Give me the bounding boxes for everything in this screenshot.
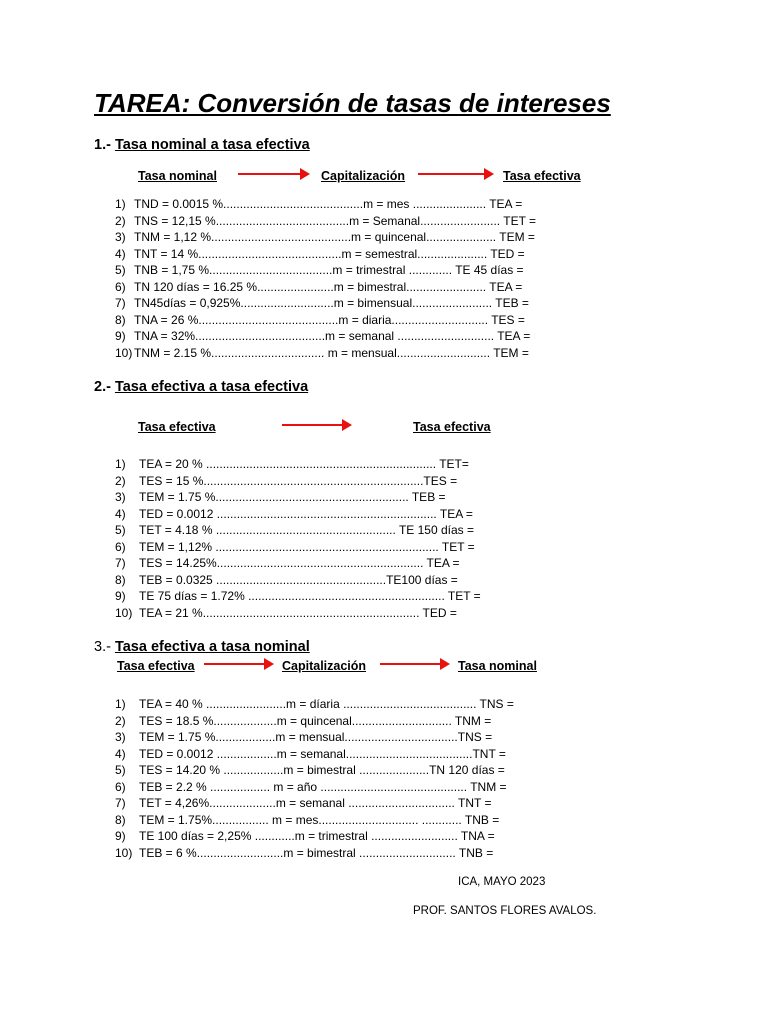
section-1-exercise-list xyxy=(0,196,768,361)
section-1-title: Tasa nominal a tasa efectiva xyxy=(114,137,310,153)
section-3-number: 3.- xyxy=(94,639,115,655)
item-text: TE 75 días = 1.72% ........................................................... TET = xyxy=(139,589,481,603)
arrow-right-icon xyxy=(380,663,442,665)
item-number: 4) xyxy=(115,246,126,261)
section-3-flow xyxy=(0,659,768,679)
footer-author: PROF. SANTOS FLORES AVALOS. xyxy=(413,905,597,917)
list-item xyxy=(0,762,768,779)
section-1-heading xyxy=(94,137,310,153)
list-item xyxy=(0,572,768,589)
section-2-flow xyxy=(0,420,768,440)
item-number: 5) xyxy=(115,523,126,537)
item-text: TNS = 12,15 %........................................m = Semanal........................ TET = xyxy=(134,213,537,228)
item-number: 9) xyxy=(115,829,126,843)
item-text: TNT = 14 %...........................................m = semestral..................... TED = xyxy=(134,246,525,261)
flow-label-tasa-efectiva-origen: Tasa efectiva xyxy=(138,420,216,434)
flow-label-capitalizacion: Capitalización xyxy=(282,659,367,673)
item-text: TEB = 6 %..........................m = bimestral ............................. TNB = xyxy=(139,845,494,860)
item-text: TN 120 días = 16.25 %.......................m = bimestral........................ TEA = xyxy=(134,279,523,294)
section-3-title: Tasa efectiva a tasa nominal xyxy=(114,639,310,655)
list-item xyxy=(0,746,768,763)
item-number: 4) xyxy=(115,506,126,521)
item-text: TEM = 1,12% ................................................................... TET = xyxy=(139,539,475,554)
section-2-number: 2.- xyxy=(94,379,115,395)
list-item xyxy=(0,845,768,862)
flow-label-capitalizacion: Capitalización xyxy=(321,169,406,183)
list-item xyxy=(0,473,768,490)
section-3-exercise-list xyxy=(0,696,768,861)
list-item xyxy=(0,229,768,246)
item-text: TEA = 21 %................................................................. TED = xyxy=(139,605,457,620)
flow-label-tasa-nominal: Tasa nominal xyxy=(458,659,537,673)
item-text: TNM = 1,12 %..........................................m = quincenal..................... TEM = xyxy=(134,230,535,244)
list-item xyxy=(0,812,768,829)
item-number: 3) xyxy=(115,730,126,744)
list-item xyxy=(0,555,768,572)
item-number: 2) xyxy=(115,213,126,228)
item-text: TEA = 20 % ..................................................................... TET= xyxy=(139,457,469,471)
section-2-exercise-list xyxy=(0,456,768,621)
list-item xyxy=(0,779,768,796)
item-number: 8) xyxy=(115,812,126,827)
item-number: 5) xyxy=(115,763,126,777)
item-number: 9) xyxy=(115,329,126,343)
list-item xyxy=(0,795,768,812)
item-text: TES = 14.25%.............................................................. TEA = xyxy=(139,556,460,570)
item-text: TEA = 40 % ........................m = díaria ........................................ TNS = xyxy=(139,697,514,711)
section-1-flow xyxy=(0,169,768,189)
item-text: TES = 15 %..................................................................TES = xyxy=(139,473,458,488)
item-number: 2) xyxy=(115,473,126,488)
flow-label-tasa-efectiva: Tasa efectiva xyxy=(117,659,195,673)
item-text: TNA = 26 %..........................................m = diaria............................. TES = xyxy=(134,312,525,327)
section-2-heading xyxy=(94,379,308,395)
flow-label-tasa-efectiva-destino: Tasa efectiva xyxy=(413,420,491,434)
item-text: TEM = 1.75%................. m = mes.............................. ............ TNB = xyxy=(139,812,500,827)
list-item xyxy=(0,506,768,523)
item-number: 4) xyxy=(115,746,126,761)
item-number: 10) xyxy=(115,845,133,860)
item-text: TED = 0.0012 ..................m = semanal......................................TNT = xyxy=(139,746,506,761)
list-item xyxy=(0,345,768,362)
item-text: TN45días = 0,925%............................m = bimensual........................ TEB = xyxy=(134,296,529,310)
item-number: 7) xyxy=(115,556,126,570)
document-title: TAREA: Conversión de tasas de intereses xyxy=(94,88,611,118)
list-item xyxy=(0,696,768,713)
item-text: TNB = 1,75 %.....................................m = trimestral ............. TE 45 días = xyxy=(134,263,524,277)
item-number: 3) xyxy=(115,230,126,244)
item-number: 6) xyxy=(115,539,126,554)
item-text: TET = 4.18 % ...................................................... TE 150 días = xyxy=(139,523,475,537)
item-number: 7) xyxy=(115,296,126,310)
item-number: 10) xyxy=(115,345,133,360)
flow-label-tasa-efectiva: Tasa efectiva xyxy=(503,169,581,183)
flow-label-tasa-nominal: Tasa nominal xyxy=(138,169,217,183)
footer-place-date: ICA, MAYO 2023 xyxy=(458,876,546,888)
item-number: 7) xyxy=(115,796,126,810)
item-text: TE 100 días = 2,25% ............m = trimestral .......................... TNA = xyxy=(139,829,495,843)
list-item xyxy=(0,522,768,539)
item-number: 8) xyxy=(115,312,126,327)
item-text: TNM = 2.15 %.................................. m = mensual............................ TEM = xyxy=(134,345,529,360)
item-text: TEB = 0.0325 ...................................................TE100 días = xyxy=(139,572,458,587)
list-item xyxy=(0,196,768,213)
item-text: TNA = 32%.......................................m = semanal ............................. TEA = xyxy=(134,329,531,343)
item-number: 6) xyxy=(115,279,126,294)
arrow-right-icon xyxy=(418,173,486,175)
list-item xyxy=(0,312,768,329)
item-number: 8) xyxy=(115,572,126,587)
item-number: 3) xyxy=(115,490,126,504)
list-item xyxy=(0,828,768,845)
item-text: TEM = 1.75 %.......................................................... TEB = xyxy=(139,490,446,504)
list-item xyxy=(0,295,768,312)
arrow-right-icon xyxy=(238,173,302,175)
arrow-right-icon xyxy=(204,663,266,665)
item-number: 1) xyxy=(115,197,126,211)
list-item xyxy=(0,456,768,473)
item-text: TET = 4,26%....................m = semanal ................................ TNT = xyxy=(139,796,492,810)
item-number: 5) xyxy=(115,263,126,277)
section-3-heading xyxy=(94,639,310,655)
item-number: 9) xyxy=(115,589,126,603)
item-number: 1) xyxy=(115,457,126,471)
list-item xyxy=(0,605,768,622)
list-item xyxy=(0,713,768,730)
list-item xyxy=(0,213,768,230)
list-item xyxy=(0,328,768,345)
item-text: TED = 0.0012 .................................................................. TEA = xyxy=(139,506,473,521)
list-item xyxy=(0,588,768,605)
list-item xyxy=(0,729,768,746)
arrow-right-icon xyxy=(282,424,344,426)
item-text: TEM = 1.75 %..................m = mensual..................................TNS = xyxy=(139,730,493,744)
item-text: TEB = 2.2 % .................. m = año ............................................ TNM = xyxy=(139,779,507,794)
item-number: 10) xyxy=(115,605,133,620)
item-text: TND = 0.0015 %..........................................m = mes ...................... TEA = xyxy=(134,197,523,211)
list-item xyxy=(0,279,768,296)
list-item xyxy=(0,246,768,263)
item-text: TES = 14.20 % ..................m = bimestral .....................TN 120 días = xyxy=(139,763,505,777)
section-1-number: 1.- xyxy=(94,137,115,153)
item-number: 1) xyxy=(115,697,126,711)
section-2-title: Tasa efectiva a tasa efectiva xyxy=(114,379,309,395)
list-item xyxy=(0,489,768,506)
list-item xyxy=(0,539,768,556)
item-number: 6) xyxy=(115,779,126,794)
item-number: 2) xyxy=(115,713,126,728)
list-item xyxy=(0,262,768,279)
item-text: TES = 18.5 %...................m = quincenal.............................. TNM = xyxy=(139,713,492,728)
